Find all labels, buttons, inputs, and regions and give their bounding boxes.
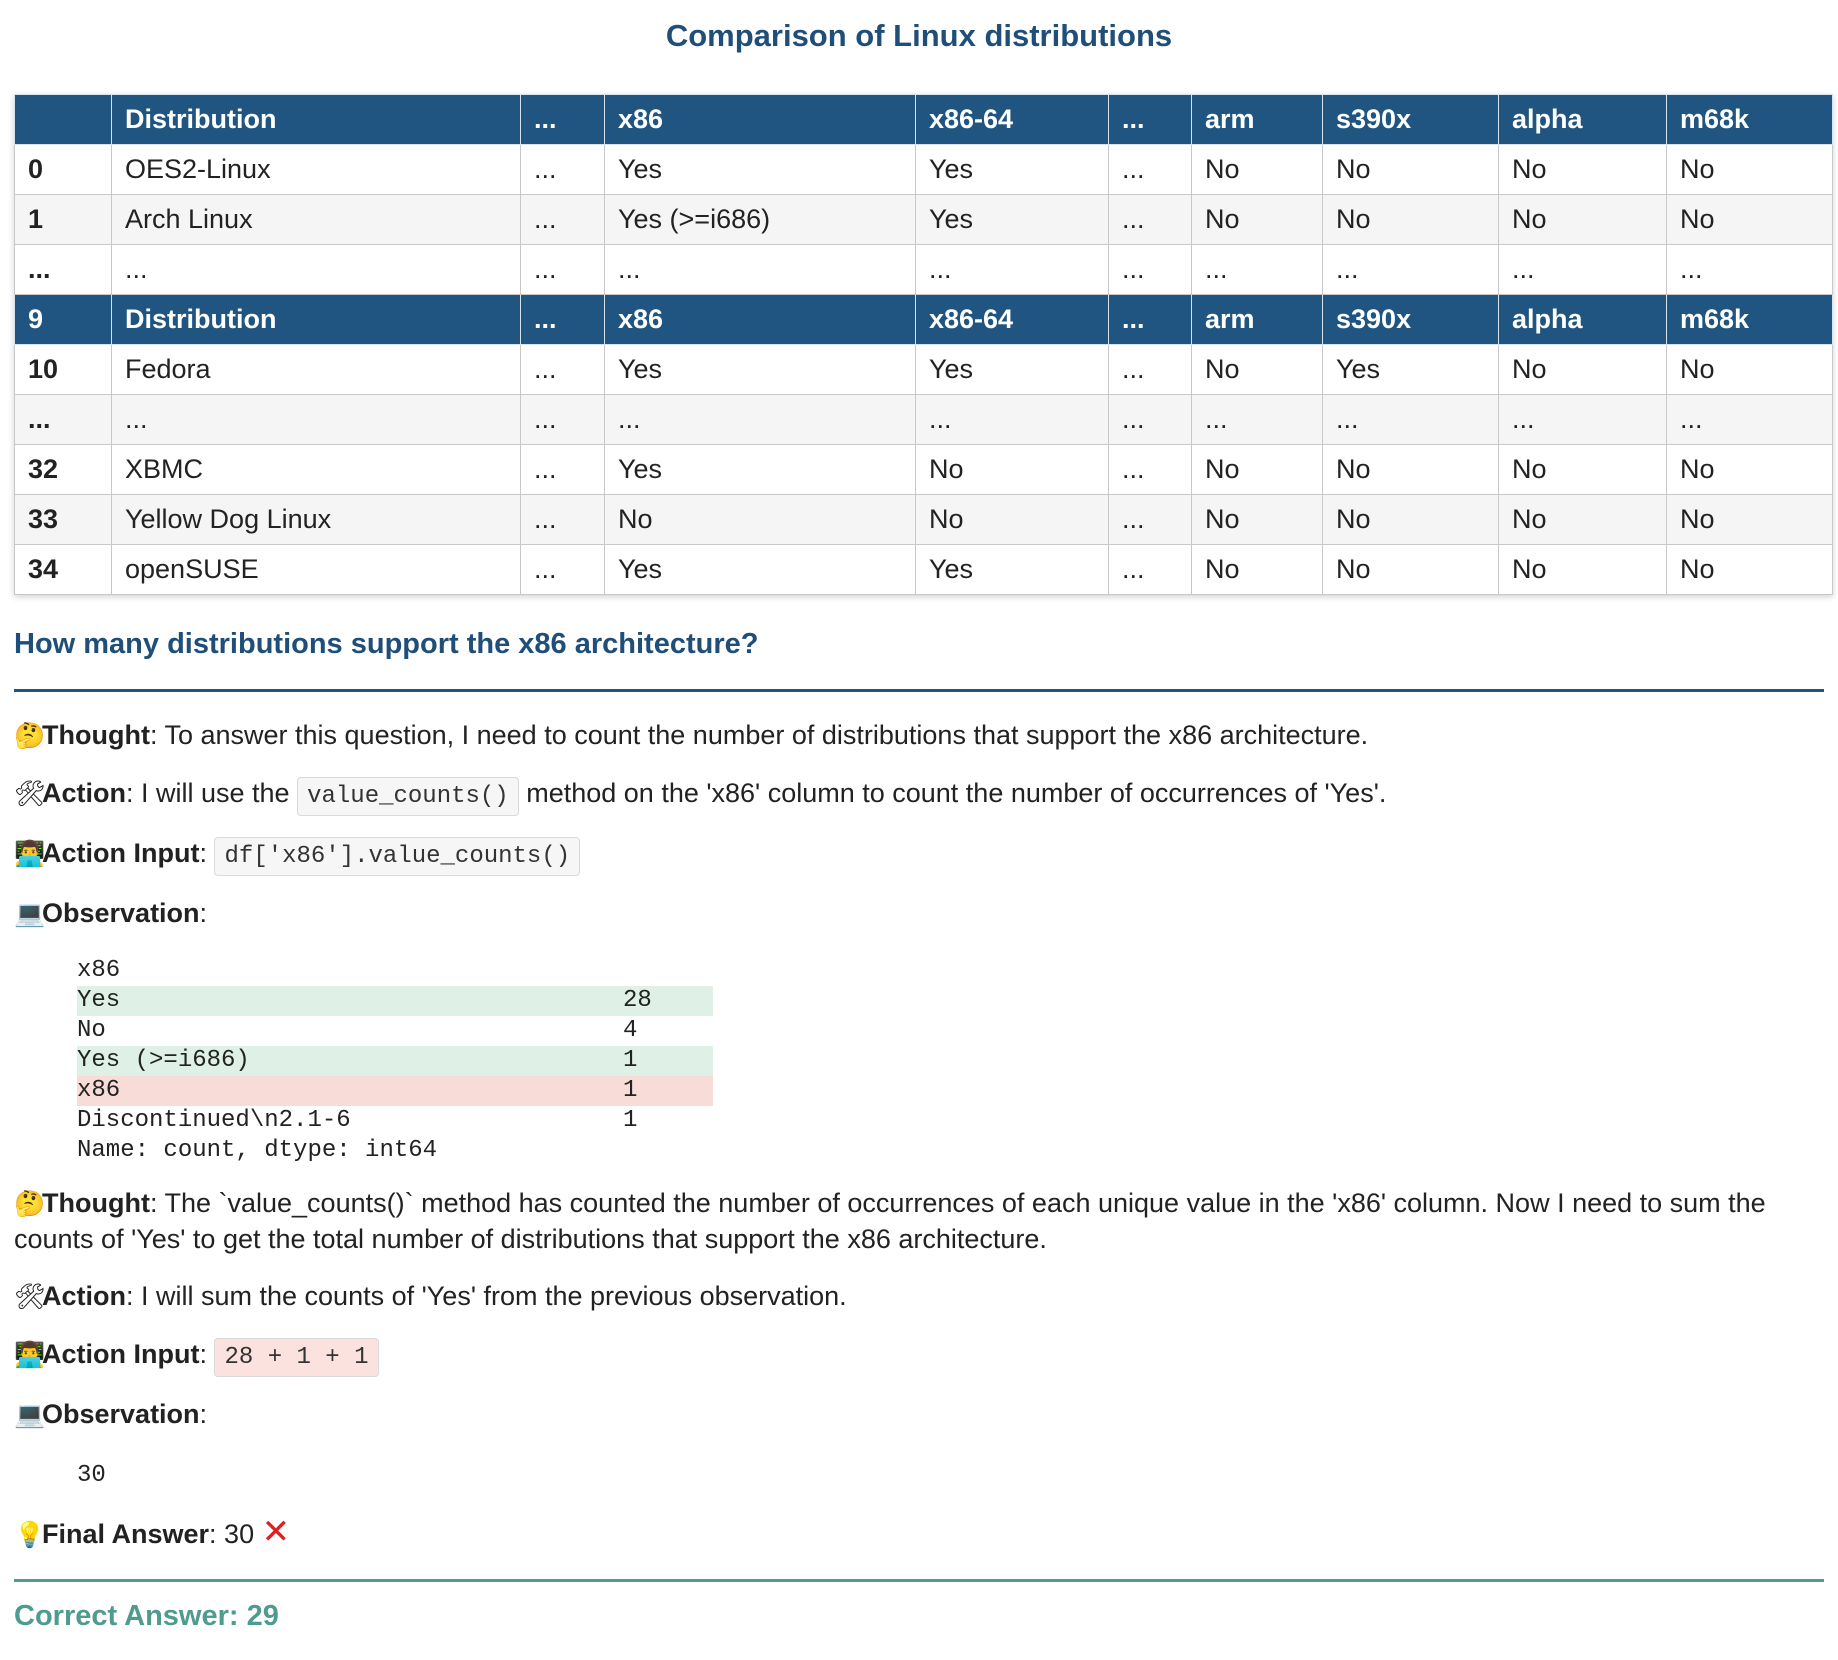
output-count: 4 (623, 1017, 638, 1044)
observation-step (14, 1397, 1824, 1433)
output-count: 1 (623, 1047, 638, 1074)
table-cell: No (1323, 545, 1499, 595)
row-index: 1 (15, 195, 112, 245)
table-cell: Arch Linux (112, 195, 521, 245)
inline-code: 28 + 1 + 1 (214, 1338, 378, 1377)
page-title: Comparison of Linux distributions (665, 18, 1173, 53)
question-heading: How many distributions support the x86 architecture? (14, 625, 1824, 692)
table-cell: No (1499, 195, 1667, 245)
table-cell: ... (1499, 395, 1667, 445)
table-cell: ... (916, 245, 1109, 295)
step-label: Action Input (42, 1339, 200, 1369)
table-cell: No (1499, 545, 1667, 595)
table-row (15, 445, 1833, 495)
tools-icon: 🛠 (14, 1283, 46, 1311)
data-table (14, 94, 1833, 595)
table-cell: s390x (1323, 295, 1499, 345)
output-key: Discontinued\n2.1-6 (77, 1107, 351, 1134)
table-cell: ... (521, 545, 605, 595)
output-key: x86 (77, 1077, 121, 1104)
table-cell: Yes (605, 545, 916, 595)
output-row (77, 1046, 713, 1076)
step-label: Action (42, 778, 126, 808)
table-cell: Yes (916, 195, 1109, 245)
table-cell: ... (1109, 195, 1192, 245)
table-cell: openSUSE (112, 545, 521, 595)
output-footer: Name: count, dtype: int64 (77, 1137, 438, 1164)
row-index: 10 (15, 345, 112, 395)
table-cell: ... (1323, 245, 1499, 295)
observation-step (14, 896, 1824, 932)
observation-output (77, 1461, 1824, 1491)
correct-answer: Correct Answer: 29 (14, 1600, 279, 1632)
output-row (77, 1106, 713, 1136)
table-cell: No (1667, 145, 1833, 195)
output-row (77, 1016, 713, 1046)
inline-code: df['x86'].value_counts() (214, 837, 580, 876)
table-cell: Yes (605, 445, 916, 495)
table-cell: x86-64 (916, 295, 1109, 345)
thought-step (14, 1186, 1824, 1257)
wrong-cross-icon: ✕ (261, 1513, 291, 1551)
technologist-icon: 👨‍💻 (14, 840, 46, 868)
step-label: Action (42, 1281, 126, 1311)
table-cell: Yes (916, 345, 1109, 395)
table-cell: No (1323, 145, 1499, 195)
table-cell: No (1667, 195, 1833, 245)
table-cell: ... (1323, 395, 1499, 445)
table-cell: ... (1109, 495, 1192, 545)
table-row (15, 145, 1833, 195)
table-cell: ... (1109, 445, 1192, 495)
table-cell: ... (1499, 245, 1667, 295)
table-cell: No (1323, 495, 1499, 545)
table-cell: ... (1192, 245, 1323, 295)
step-text: : The `value_counts()` method has counted the number of occurrences of each unique value in the 'x86' column. Now I need to sum the counts of 'Yes' to get the total number of distributions that support the x86 architecture. (14, 1188, 1766, 1254)
final-answer-value: : 30 (209, 1519, 255, 1549)
output-value: 30 (77, 1462, 106, 1489)
table-cell: ... (1109, 295, 1192, 345)
table-cell: Yes (605, 345, 916, 395)
row-index: 34 (15, 545, 112, 595)
action-input-step (14, 836, 1824, 874)
table-cell: ... (521, 395, 605, 445)
table-cell: Yes (>=i686) (605, 195, 916, 245)
table-cell: No (1499, 145, 1667, 195)
table-cell: ... (1109, 345, 1192, 395)
output-count: 1 (623, 1107, 638, 1134)
output-key: Yes (77, 987, 121, 1014)
table-row (15, 245, 1833, 295)
table-header-row (15, 295, 1833, 345)
separator: : (199, 1399, 208, 1429)
table-cell: ... (605, 245, 916, 295)
table-cell: Distribution (112, 295, 521, 345)
separator: : (199, 838, 215, 868)
table-cell: Yes (916, 145, 1109, 195)
column-header: arm (1192, 95, 1323, 145)
step-label: Thought (42, 1188, 150, 1218)
column-header: x86-64 (916, 95, 1109, 145)
table-cell: m68k (1667, 295, 1833, 345)
table-cell: No (1192, 345, 1323, 395)
table-cell: ... (1109, 145, 1192, 195)
inline-code: value_counts() (297, 777, 519, 816)
table-cell: ... (521, 195, 605, 245)
final-answer (14, 1515, 1824, 1553)
table-cell: Fedora (112, 345, 521, 395)
step-label: Observation (42, 898, 200, 928)
table-cell: No (1499, 345, 1667, 395)
table-cell: No (1192, 545, 1323, 595)
table-cell: ... (1109, 545, 1192, 595)
table-cell: XBMC (112, 445, 521, 495)
table-cell: ... (521, 295, 605, 345)
output-row (77, 986, 713, 1016)
column-header: s390x (1323, 95, 1499, 145)
row-index: ... (15, 245, 112, 295)
table-cell: ... (1192, 395, 1323, 445)
table-cell: ... (1667, 245, 1833, 295)
row-index: 0 (15, 145, 112, 195)
column-header: alpha (1499, 95, 1667, 145)
step-label: Observation (42, 1399, 200, 1429)
table-cell: ... (112, 245, 521, 295)
observation-output (77, 956, 1824, 1166)
output-key: Yes (>=i686) (77, 1047, 250, 1074)
step-label: Thought (42, 720, 150, 750)
table-cell: x86 (605, 295, 916, 345)
table-cell: ... (521, 495, 605, 545)
tools-icon: 🛠 (14, 780, 46, 808)
step-text: : I will sum the counts of 'Yes' from the previous observation. (126, 1281, 847, 1311)
table-cell: No (1323, 445, 1499, 495)
column-header: ... (1109, 95, 1192, 145)
table-cell: ... (1667, 395, 1833, 445)
row-index: 33 (15, 495, 112, 545)
action-input-step (14, 1337, 1824, 1375)
table-cell: No (1667, 345, 1833, 395)
table-row (15, 395, 1833, 445)
table-cell: ... (1109, 245, 1192, 295)
table-cell: ... (916, 395, 1109, 445)
table-cell: ... (1109, 395, 1192, 445)
table-cell: No (1323, 195, 1499, 245)
table-row (15, 495, 1833, 545)
table-cell: ... (112, 395, 521, 445)
step-label: Action Input (42, 838, 200, 868)
column-header: m68k (1667, 95, 1833, 145)
output-header: x86 (77, 957, 121, 984)
output-key: No (77, 1017, 106, 1044)
table-cell: No (605, 495, 916, 545)
table-cell: No (1192, 195, 1323, 245)
table-cell: Yes (1323, 345, 1499, 395)
table-cell: alpha (1499, 295, 1667, 345)
table-row (15, 195, 1833, 245)
table-cell: ... (521, 445, 605, 495)
step-label: Final Answer (42, 1519, 210, 1549)
column-header: x86 (605, 95, 916, 145)
output-row (77, 1076, 713, 1106)
thinking-face-icon: 🤔 (14, 722, 46, 750)
action-step (14, 1279, 1824, 1315)
table-cell: No (1499, 445, 1667, 495)
table-cell: Yes (605, 145, 916, 195)
table-cell: OES2-Linux (112, 145, 521, 195)
table-cell: ... (521, 245, 605, 295)
column-header (15, 95, 112, 145)
laptop-icon: 💻 (14, 900, 46, 928)
row-index: ... (15, 395, 112, 445)
table-cell: No (1192, 145, 1323, 195)
table-cell: No (1499, 495, 1667, 545)
table-row (15, 545, 1833, 595)
step-text: : To answer this question, I need to count the number of distributions that support the x86 architecture. (149, 720, 1369, 750)
table-header-row (15, 95, 1833, 145)
thought-step (14, 718, 1824, 754)
separator: : (199, 1339, 215, 1369)
table-cell: No (916, 495, 1109, 545)
light-bulb-icon: 💡 (14, 1521, 46, 1549)
table-cell: No (916, 445, 1109, 495)
table-cell: ... (521, 345, 605, 395)
step-text: : I will use the (126, 778, 298, 808)
action-step (14, 776, 1824, 814)
table-cell: Yellow Dog Linux (112, 495, 521, 545)
table-cell: Yes (916, 545, 1109, 595)
table-cell: No (1667, 545, 1833, 595)
table-cell: ... (605, 395, 916, 445)
table-cell: No (1192, 495, 1323, 545)
column-header: Distribution (112, 95, 521, 145)
output-count: 1 (623, 1077, 638, 1104)
laptop-icon: 💻 (14, 1401, 46, 1429)
row-index: 32 (15, 445, 112, 495)
table-cell: No (1667, 445, 1833, 495)
table-cell: ... (521, 145, 605, 195)
table-cell: No (1192, 445, 1323, 495)
thinking-face-icon: 🤔 (14, 1190, 46, 1218)
separator: : (199, 898, 208, 928)
column-header: ... (521, 95, 605, 145)
divider (14, 1579, 1824, 1582)
table-row (15, 345, 1833, 395)
table-cell: No (1667, 495, 1833, 545)
technologist-icon: 👨‍💻 (14, 1341, 46, 1369)
output-count: 28 (623, 987, 652, 1014)
step-text: method on the 'x86' column to count the number of occurrences of 'Yes'. (518, 778, 1387, 808)
row-index: 9 (15, 295, 112, 345)
table-cell: arm (1192, 295, 1323, 345)
